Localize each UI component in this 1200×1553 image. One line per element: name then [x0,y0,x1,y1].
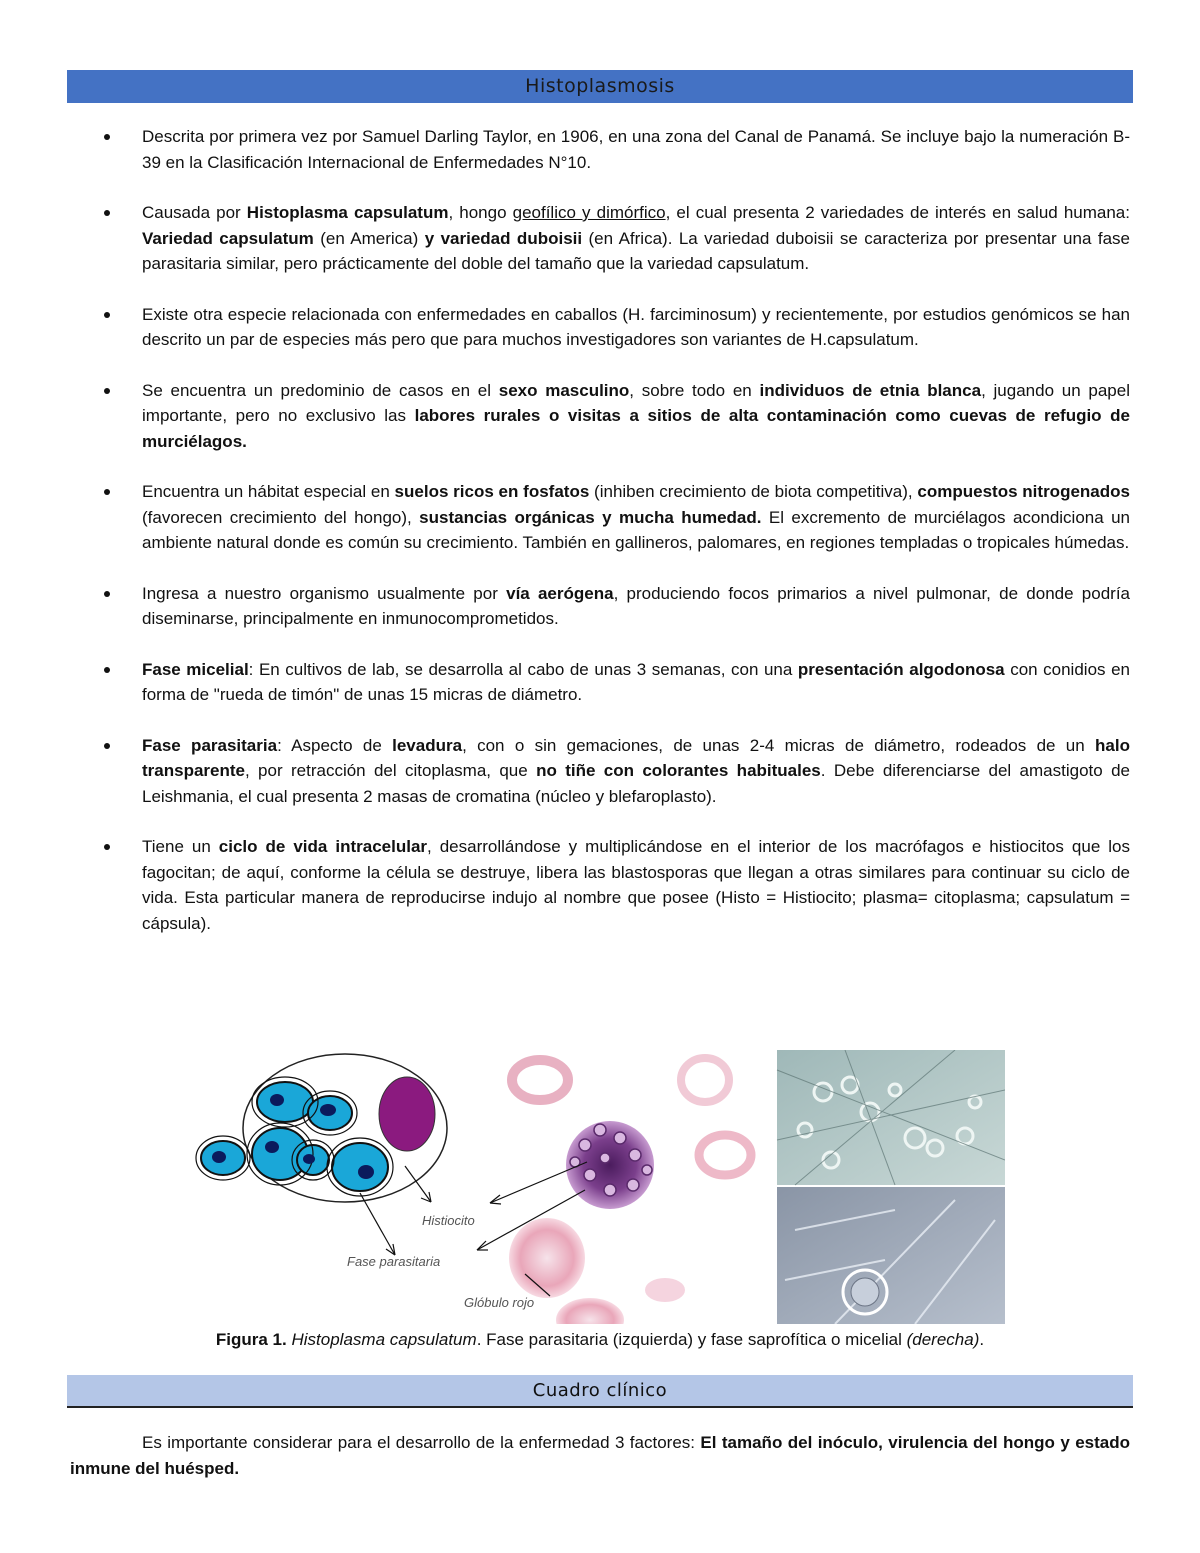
text-run: Se encuentra un predominio de casos en el [142,380,499,400]
text-run: Fase micelial [142,659,249,679]
text-run: (en America) [313,228,425,248]
figure-caption [0,1329,1200,1351]
figure-1 [195,1050,1005,1324]
text-run: sexo masculino [498,380,630,400]
text-run: Variedad capsulatum [142,228,314,248]
list-item [104,834,1130,936]
list-item [104,302,1130,353]
list-item [104,733,1130,810]
text-run: , el cual presenta 2 variedades de interés en salud humana: [665,203,1130,222]
text-run: , jugando un papel importante, pero no exclusivo las [142,380,1130,425]
histiocyte-diagram [196,1054,447,1255]
text-run: con conidios en forma de "rueda de timón" de unas 15 micras de diámetro. [142,659,1130,704]
label-globulo-rojo: Glóbulo rojo [464,1295,535,1310]
text-run: vía aerógena [506,583,614,603]
text-run: , desarrollándose y multiplicándose en el interior de los macrófagos e histiocitos que los fagocitan; de aquí, conforme la célula se destruye, libera las blastosporas que llegan a otras similares para continuar su ciclo de vida. Esta particular manera de reproducirse indujo al nombre que posee (Histo = Histiocito; plasma= citoplasma; capsulatum = cápsula). [142,837,1130,933]
bullet-dot-icon [104,489,110,495]
text-run: , produciendo focos primarios a nivel pulmonar, de donde podría diseminarse, principalmente en inmunocomprometidos. [142,583,1130,628]
micelial-phase-micrograph-top [777,1050,1005,1185]
text-run: Existe otra especie relacionada con enfermedades en caballos (H. farciminosum) y recientemente, por estudios genómicos se han descrito un par de especies más pero que para muchos investigadores son variantes de H.capsulatum. [142,304,1130,349]
text-run: ciclo de vida intracelular [218,837,428,856]
caption-prefix: Figura 1. [215,1330,287,1349]
arrow-parasitic-1 [360,1193,395,1255]
text-run: (favorecen crecimiento del hongo), [142,507,420,527]
bullet-dot-icon [104,210,110,216]
bullet-dot-icon [104,591,110,597]
text-run: (en Africa). La variedad duboisii se caracteriza por presentar una fase parasitaria similar, pero prácticamente del doble del tamaño que la variedad capsulatum. [142,228,1130,273]
bullet-dot-icon [104,312,110,318]
closing-bold: El tamaño del inóculo, virulencia del hongo y estado inmune del huésped. [70,1433,1130,1478]
text-run: : En cultivos de lab, se desarrolla al cabo de unas 3 semanas, con una [248,659,798,679]
text-run: , hongo [448,203,513,222]
section-title-2: Cuadro clínico [532,1380,668,1401]
text-run: halo transparente [142,735,1130,780]
text-run: , con o sin gemaciones, de unas 2-4 micras de diámetro, rodeados de un [462,735,1096,755]
list-item [104,378,1130,455]
histiocyte-nucleus [379,1077,435,1151]
caption-middle: . Fase parasitaria (izquierda) y fase saprofítica o micelial [476,1330,907,1349]
micelial-phase-micrograph-bottom [777,1187,1005,1324]
text-run: Causada por [142,203,247,222]
text-run: Fase parasitaria [142,735,278,755]
text-run: Encuentra un hábitat especial en [142,482,395,501]
caption-end: . [979,1330,985,1349]
section-banner-cuadro-clinico [67,1375,1133,1408]
text-run: Histoplasma capsulatum [246,203,449,222]
bullet-dot-icon [104,388,110,394]
text-run: . Debe diferenciarse del amastigoto de Leishmania, el cual presenta 2 masas de cromatina (núcleo y blefaroplasto). [142,761,1130,806]
text-run: Ingresa a nuestro organismo usualmente por [142,583,507,603]
figure-svg [195,1050,1005,1324]
text-run: (inhiben crecimiento de biota competitiva), [589,482,918,501]
text-run: geofílico y dimórfico [512,203,666,222]
list-item [104,200,1130,277]
caption-suffix: (derecha) [906,1330,980,1349]
list-item [104,479,1130,556]
text-run: individuos de etnia blanca [759,380,982,400]
bullet-dot-icon [104,134,110,140]
text-run: , sobre todo en [629,380,760,400]
text-run: El excremento de murciélagos acondiciona un ambiente natural donde es común su crecimiento. También en gallineros, palomares, en regiones templadas o tropicales húmedas. [142,507,1130,552]
section-title: Histoplasmosis [525,75,675,97]
text-run: Tiene un [142,837,219,856]
text-run: Descrita por primera vez por Samuel Darling Taylor, en 1906, en una zona del Canal de Panamá. Se incluye bajo la numeración B-39 en la Clasificación Internacional de Enfermedades N°10. [142,127,1130,172]
text-run: no tiñe con colorantes habituales [536,761,821,780]
bullet-dot-icon [104,667,110,673]
text-run: compuestos nitrogenados [917,482,1130,501]
text-run: , por retracción del citoplasma, que [244,761,537,780]
bullet-dot-icon [104,743,110,749]
text-run: presentación algodonosa [797,659,1005,679]
text-run: suelos ricos en fosfatos [394,482,590,501]
text-run: y variedad duboisii [424,228,583,248]
list-item [104,657,1130,708]
text-run: labores rurales o visitas a sitios de alta contaminación como cuevas de refugio de murciélagos. [142,406,1130,451]
label-fase-parasitaria: Fase parasitaria [347,1254,441,1269]
text-run: : Aspecto de [277,735,393,755]
stained-smear-image [477,1050,760,1324]
label-histiocito: Histiocito [422,1213,475,1228]
caption-species: Histoplasma capsulatum [291,1330,477,1349]
list-item [104,581,1130,632]
list-item [104,124,1130,175]
closing-lead: Es importante considerar para el desarrollo de la enfermedad 3 factores: [142,1433,701,1452]
closing-paragraph [70,1430,1130,1482]
bullet-list [104,124,1130,961]
section-banner-histoplasmosis [67,70,1133,103]
text-run: levadura [392,735,463,755]
text-run: sustancias orgánicas y mucha humedad. [419,507,762,527]
bullet-dot-icon [104,844,110,850]
